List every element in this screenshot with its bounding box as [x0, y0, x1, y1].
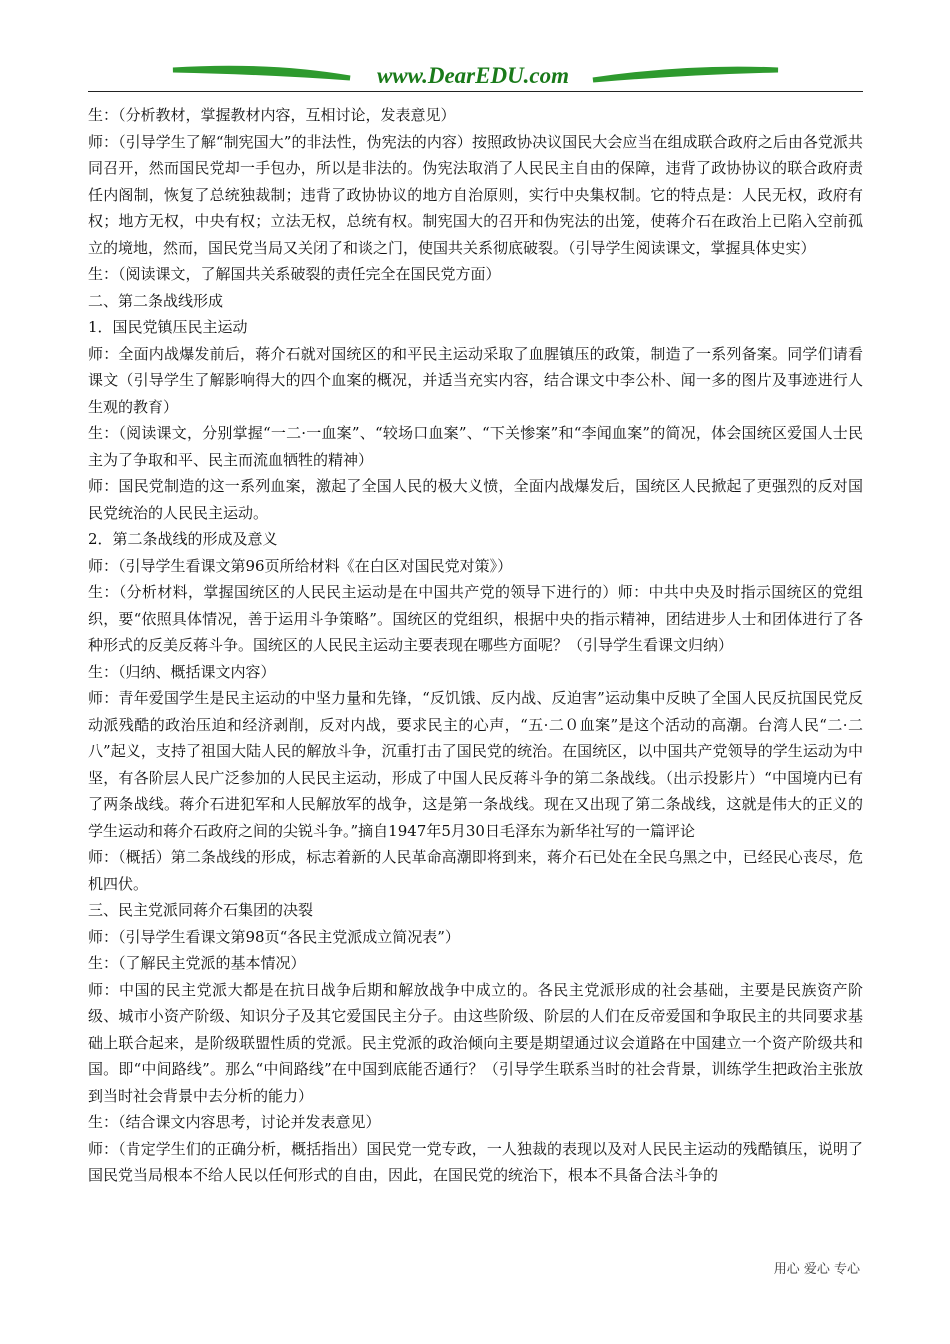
dearedu-logo — [88, 56, 863, 92]
paragraph: 师：（引导学生看课文第96页所给材料《在白区对国民党对策》） — [88, 556, 513, 575]
section-heading: 二、第二条战线形成 — [88, 291, 224, 310]
paragraph: 生：（阅读课文，分别掌握“一二·一血案”、“较场口血案”、“下关惨案”和“李闻血案”的简况，体会国统区爱国人士民主为了争取和平、民主而流血牺牲的精神） — [88, 424, 863, 469]
subsection-heading: 1．国民党镇压民主运动 — [88, 318, 248, 336]
paragraph: 师：（引导学生看课文第98页“各民主党派成立简况表”） — [88, 927, 460, 946]
paragraph: 师：（概括）第二条战线的形成，标志着新的人民革命高潮即将到来，蒋介石已处在全民乌黑之中，已经民心丧尽，危机四伏。 — [88, 848, 863, 893]
paragraph: 师：中国的民主党派大都是在抗日战争后期和解放战争中成立的。各民主党派形成的社会基础，主要是民族资产阶级、城市小资产阶级、知识分子及其它爱国民主分子。由这些阶级、阶层的人们在反帝爱国和争取民主的共同要求基础上联合起来，是阶级联盟性质的党派。民主党派的政治倾向主要是期望通过议会道路在中国建立一个资产阶级共和国。即“中间路线”。那么“中间路线”在中国到底能否通行？（引导学生联系当时的社会背景，训练学生把政治主张放到当时社会背景中去分析的能力） — [88, 980, 863, 1105]
header-rule — [88, 91, 863, 92]
footer-slogan: 用心 爱心 专心 — [773, 1262, 860, 1277]
paragraph: 师：国民党制造的这一系列血案，激起了全国人民的极大义愤，全面内战爆发后，国统区人民掀起了更强烈的反对国民党统治的人民民主运动。 — [88, 477, 863, 522]
paragraph: 师：（引导学生了解“制宪国大”的非法性，伪宪法的内容）按照政协决议国民大会应当在组成联合政府之后由各党派共同召开，然而国民党却一手包办，所以是非法的。伪宪法取消了人民民主自由的保障，违背了政协协议的联合政府责任内阁制，恢复了总统独裁制；违背了政协协议的地方自治原则，实行中央集权制。它的特点是：人民无权，政府有权；地方无权，中央有权；立法无权，总统有权。制宪国大的召开和伪宪法的出笼，使蒋介石在政治上已陷入空前孤立的境地，然而，国民党当局又关闭了和谈之门，使国共关系彻底破裂。（引导学生阅读课文，掌握具体史实） — [88, 132, 863, 257]
logo-text: www.DearEDU.com — [376, 63, 570, 88]
paragraph: 师：青年爱国学生是民主运动的中坚力量和先锋，“反饥饿、反内战、反迫害”运动集中反映了全国人民反抗国民党反动派残酷的政治压迫和经济剥削，反对内战，要求民主的心声，“五·二０血案”是这个活动的高潮。台湾人民“二·二八”起义，支持了祖国大陆人民的解放斗争，沉重打击了国民党的统治。在国统区，以中国共产党领导的学生运动为中坚，有各阶层人民广泛参加的人民民主运动，形成了中国人民反蒋斗争的第二条战线。（出示投影片）“中国境内已有了两条战线。蒋介石进犯军和人民解放军的战争，这是第一条战线。现在又出现了第二条战线，这就是伟大的正义的学生运动和蒋介石政府之间的尖锐斗争。”摘自1947年5月30日毛泽东为新华社写的一篇评论 — [88, 689, 863, 840]
subsection-heading: 2．第二条战线的形成及意义 — [88, 530, 278, 548]
left-swoosh — [173, 68, 350, 78]
paragraph: 师：全面内战爆发前后，蒋介石就对国统区的和平民主运动采取了血腥镇压的政策，制造了一系列备案。同学们请看课文（引导学生了解影响得大的四个血案的概况，并适当充实内容，结合课文中李公朴、闻一多的图片及事迹进行人生观的教育） — [88, 344, 863, 416]
paragraph: 生：（了解民主党派的基本情况） — [88, 954, 306, 972]
paragraph: 生：（阅读课文，了解国共关系破裂的责任完全在国民党方面） — [88, 265, 501, 283]
site-header — [88, 56, 863, 92]
paragraph: 生：（分析教材，掌握教材内容，互相讨论，发表意见） — [88, 106, 456, 124]
paragraph: 生：（归纳、概括课文内容） — [88, 662, 276, 681]
right-swoosh — [593, 69, 778, 80]
paragraph: 生：（结合课文内容思考，讨论并发表意见） — [88, 1113, 381, 1131]
paragraph: 生：（分析材料，掌握国统区的人民民主运动是在中国共产党的领导下进行的）师：中共中央及时指示国统区的党组织，要“依照具体情况，善于运用斗争策略”。国统区的党组织，根据中央的指示精神，团结进步人士和团体进行了各种形式的反美反蒋斗争。国统区的人民民主运动主要表现在哪些方面呢？（引导学生看课文归纳） — [88, 583, 863, 654]
document-body — [88, 102, 863, 1189]
section-heading: 三、民主党派同蒋介石集团的决裂 — [88, 901, 314, 919]
paragraph: 师：（肯定学生们的正确分析，概括指出）国民党一党专政，一人独裁的表现以及对人民民主运动的残酷镇压，说明了国民党当局根本不给人民以任何形式的自由，因此，在国民党的统治下，根本不具备合法斗争的 — [88, 1139, 863, 1184]
